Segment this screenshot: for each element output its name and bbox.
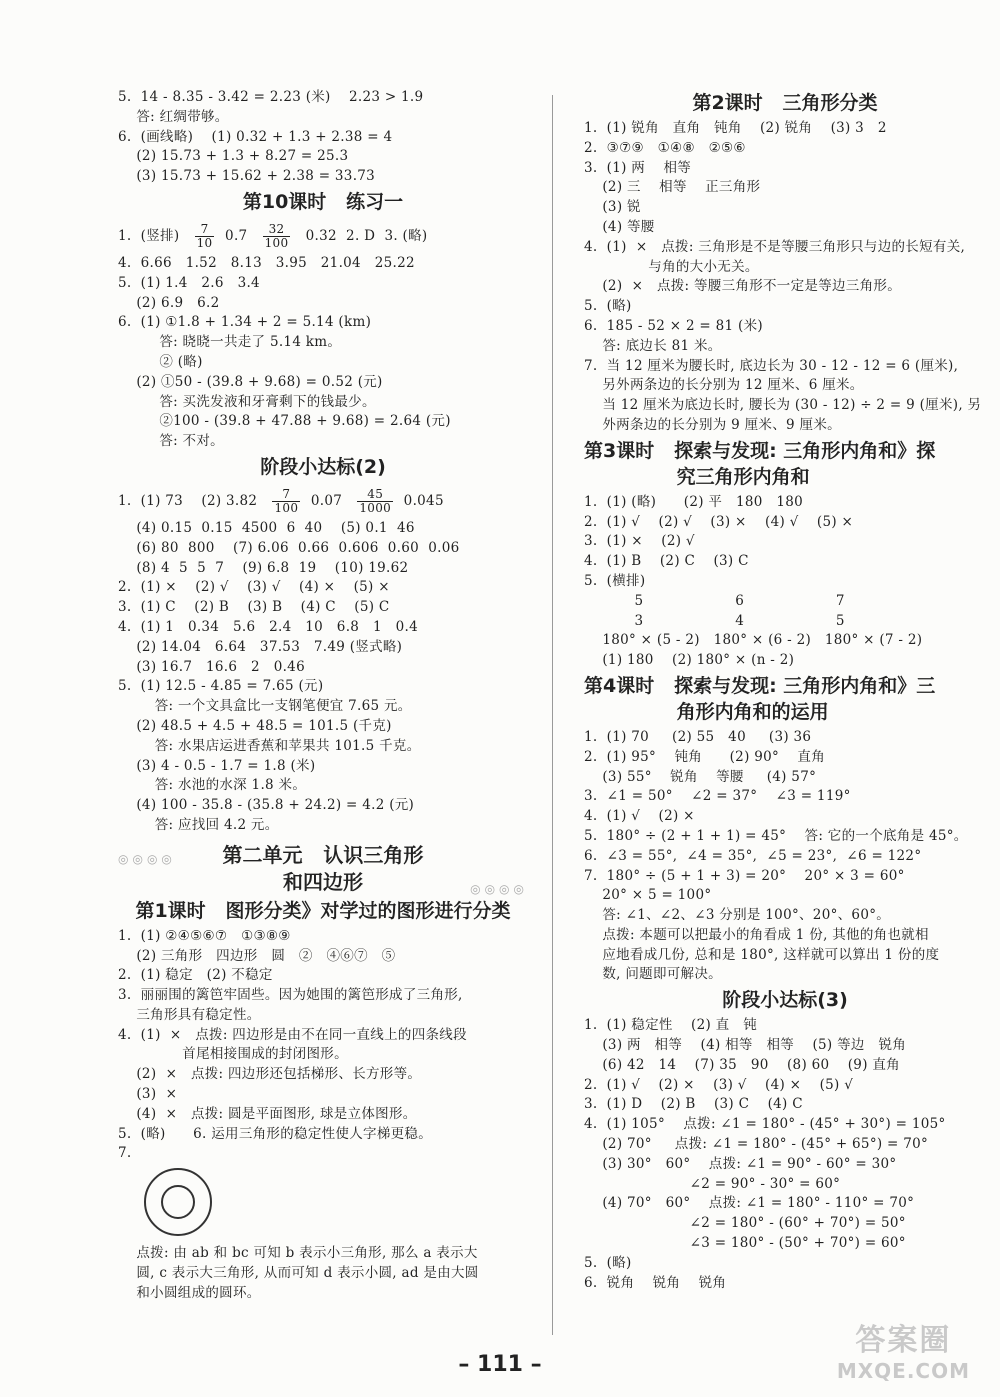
answer-line: 答: 红绸带够。: [118, 108, 229, 125]
answer-line: ②100 - (39.8 + 47.88 + 9.68) = 2.64 (元): [118, 413, 451, 430]
answer-line: ∠2 = 180° - (60° + 70°) = 50°: [584, 1215, 906, 1232]
section-heading: 第1课时 图形分类》对学过的图形进行分类: [135, 899, 511, 922]
answer-line: 答: 买洗发液和牙膏剩下的钱最少。: [118, 393, 376, 410]
answer-line: 答: 一个文具盒比一支钢笔便宜 7.65 元。: [118, 698, 412, 715]
answer-line: (3) 30° 60° 点拨: ∠1 = 90° - 60° = 30°: [584, 1155, 897, 1172]
answer-line: 3 4 5: [584, 612, 845, 629]
answer-line: (2) 15.73 + 1.3 + 8.27 = 25.3: [118, 148, 349, 165]
answer-line: 6. 锐角 锐角 锐角: [584, 1274, 727, 1291]
section-heading: 阶段小达标(2): [260, 455, 386, 478]
answer-line: 6. ∠3 = 55°, ∠4 = 35°, ∠5 = 23°, ∠6 = 122°: [584, 847, 922, 864]
answer-line-with-fractions: [118, 483, 528, 519]
answer-line: (4) 等腰: [584, 218, 655, 235]
answer-line: (3) 两 相等 (4) 相等 相等 (5) 等边 锐角: [584, 1037, 907, 1054]
answer-line: 2. (1) 95° 钝角 (2) 90° 直角: [584, 748, 826, 765]
answer-line: 1. (1) ②④⑤⑥⑦ ①③⑧⑨: [118, 927, 291, 944]
answer-line: 5. (横排): [584, 572, 646, 589]
answer-line: 2. (1) √ (2) √ (3) × (4) √ (5) ×: [584, 513, 854, 530]
fraction: [357, 488, 393, 515]
answer-line: 外两条边的长分别为 9 厘米、9 厘米。: [584, 416, 841, 433]
answer-line: (4) 70° 60° 点拨: ∠1 = 180° - 110° = 70°: [584, 1195, 915, 1212]
answer-line: (3) 锐: [584, 199, 641, 216]
answer-line: 2. (1) √ (2) × (3) √ (4) × (5) √: [584, 1076, 854, 1093]
answer-line: 1. (1) (略) (2) 平 180 180: [584, 493, 804, 510]
concentric-circles-figure: [144, 1168, 214, 1238]
answer-line: 三角形具有稳定性。: [118, 1006, 261, 1023]
answer-line: 7. 当 12 厘米为腰长时, 底边长为 30 - 12 - 12 = 6 (厘米),: [584, 357, 959, 374]
answer-line: 5. (1) 1.4 2.6 3.4: [118, 274, 260, 291]
answer-line: (2) 三 相等 正三角形: [584, 179, 761, 196]
answer-line: 3. (1) × (2) √: [584, 533, 695, 550]
answer-line: 6. (1) ①1.8 + 1.34 + 2 = 5.14 (km): [118, 314, 372, 331]
section-heading: 第10课时 练习一: [242, 190, 404, 213]
answer-line: 1. (1) 锐角 直角 钝角 (2) 锐角 (3) 3 2: [584, 120, 887, 136]
answer-line: (8) 4 5 5 7 (9) 6.8 19 (10) 19.62: [118, 559, 409, 576]
watermark-logo: [837, 1315, 970, 1383]
answer-line: 另外两条边的长分别为 12 厘米、6 厘米。: [584, 377, 864, 394]
answer-line: 3. (1) 两 相等: [584, 159, 692, 176]
answer-line: 6. (画线略) (1) 0.32 + 1.3 + 2.38 = 4: [118, 128, 393, 145]
answer-line-with-fractions: [118, 218, 528, 254]
denominator: 100: [274, 500, 299, 515]
answer-line: (2) 三角形 四边形 圆 ② ④⑥⑦ ⑤: [118, 947, 396, 964]
answer-line: 答: ∠1、∠2、∠3 分别是 100°、20°、60°。: [584, 907, 891, 924]
answer-line: 答: 水果店运进香蕉和苹果共 101.5 千克。: [118, 737, 421, 754]
answer-line: (2) 70° 点拨: ∠1 = 180° - (45° + 65°) = 70°: [584, 1136, 929, 1153]
denominator: 10: [196, 235, 213, 250]
text-segment: 0.32 2. D 3. (略): [296, 227, 428, 244]
numerator: 32: [263, 223, 291, 237]
column-divider: [552, 95, 553, 1335]
text-segment: 1. (竖排): [118, 227, 189, 244]
answer-line: 5. (略): [584, 298, 632, 315]
answer-line: 3. 丽丽围的篱笆牢固些。因为她围的篱笆形成了三角形,: [118, 987, 463, 1004]
answer-line: 数, 问题即可解决。: [584, 966, 722, 983]
watermark-url: MXQE.COM: [836, 1359, 970, 1383]
answer-line: (1) 180 (2) 180° × (n - 2): [584, 652, 795, 669]
answer-line: 答: 应找回 4.2 元。: [118, 816, 279, 833]
answer-line: (2) 48.5 + 4.5 + 48.5 = 101.5 (千克): [118, 717, 392, 734]
answer-line: 应地看成几份, 总和是 180°, 这样就可以算出 1 份的度: [584, 946, 940, 963]
text-segment: 0.7: [220, 227, 257, 244]
answer-line: 4. (1) 105° 点拨: ∠1 = 180° - (45° + 30°) = 105°: [584, 1116, 946, 1133]
unit-title: [118, 842, 528, 896]
answer-line: 5. 14 - 8.35 - 3.42 = 2.23 (米) 2.23 > 1.9: [118, 89, 424, 105]
answer-line: ∠2 = 90° - 30° = 60°: [584, 1175, 841, 1192]
answer-line: 2. ③⑦⑨ ①④⑧ ②⑤⑥: [584, 139, 746, 156]
text-segment: 1. (1) 73 (2) 3.82: [118, 492, 267, 509]
left-column: [118, 88, 528, 1304]
answer-line: 2. (1) × (2) √ (3) √ (4) × (5) ×: [118, 579, 390, 596]
answer-line: 180° × (5 - 2) 180° × (6 - 2) 180° × (7 - 2): [584, 632, 923, 649]
answer-line: (4) 100 - 35.8 - (35.8 + 24.2) = 4.2 (元): [118, 797, 415, 814]
denominator: 1000: [359, 500, 392, 515]
text-segment: 0.045: [399, 492, 444, 509]
answer-line: 答: 底边长 81 米。: [584, 337, 722, 354]
right-column: [584, 88, 986, 1293]
answer-line: (3) 15.73 + 15.62 + 2.38 = 33.73: [118, 168, 376, 185]
answer-line: 20° × 5 = 100°: [584, 887, 712, 904]
answer-line: 5. (略): [584, 1254, 632, 1271]
answer-line: (6) 42 14 (7) 35 90 (8) 60 (9) 直角: [584, 1056, 900, 1073]
watermark-text: 答案圈: [855, 1323, 952, 1358]
decorative-dots-icon: ◎◎◎◎: [470, 881, 528, 896]
fraction: [195, 223, 215, 250]
answer-line: 3. (1) C (2) B (3) B (4) C (5) C: [118, 599, 390, 616]
unit-title-line: 第二单元 认识三角形: [222, 842, 424, 867]
answer-line: 4. (1) × 点拨: 三角形是不是等腰三角形只与边的长短有关,: [584, 238, 966, 255]
answer-line: 点拨: 本题可以把最小的角看成 1 份, 其他的角也就相: [584, 926, 929, 943]
answer-line: (2) 6.9 6.2: [118, 294, 220, 311]
answer-line: 答: 晓晓一共走了 5.14 km。: [118, 334, 342, 351]
text-segment: 0.07: [306, 492, 352, 509]
answer-line: 4. (1) √ (2) ×: [584, 808, 695, 825]
section-heading: 第4课时 探索与发现: 三角形内角和》三 角形内角和的运用: [584, 674, 936, 723]
answer-line: 5. 180° ÷ (2 + 1 + 1) = 45° 答: 它的一个底角是 45°。: [584, 827, 968, 844]
denominator: 100: [264, 235, 289, 250]
section-heading: 第3课时 探索与发现: 三角形内角和》探 究三角形内角和: [584, 439, 936, 488]
answer-line: 2. (1) 稳定 (2) 不稳定: [118, 967, 273, 984]
decorative-dots-icon: ◎◎◎◎: [118, 851, 176, 866]
section-heading: 第2课时 三角形分类: [692, 92, 878, 114]
answer-line: 5 6 7: [584, 592, 845, 609]
fraction: [263, 223, 291, 250]
answer-line: 当 12 厘米为底边长时, 腰长为 (30 - 12) ÷ 2 = 9 (厘米), 另: [584, 397, 982, 414]
answer-line: 1. (1) 70 (2) 55 40 (3) 36: [584, 728, 812, 745]
answer-line: 6. 185 - 52 × 2 = 81 (米): [584, 317, 763, 334]
answer-line: 4. 6.66 1.52 8.13 3.95 21.04 25.22: [118, 254, 415, 271]
answer-line: (4) × 点拨: 圆是平面图形, 球是立体图形。: [118, 1105, 417, 1122]
answer-line: (2) × 点拨: 四边形还包括梯形、长方形等。: [118, 1066, 422, 1083]
answer-line: 5. (略) 6. 运用三角形的稳定性使人字梯更稳。: [118, 1125, 433, 1142]
answer-line: ② (略): [118, 353, 203, 370]
answer-line: 4. (1) 1 0.34 5.6 2.4 10 6.8 1 0.4: [118, 618, 418, 635]
answer-line: ∠3 = 180° - (50° + 70°) = 60°: [584, 1235, 906, 1252]
answer-line: 7.: [118, 1145, 132, 1162]
answer-line: 3. (1) D (2) B (3) C (4) C: [584, 1096, 803, 1113]
answer-line: (3) ×: [118, 1086, 178, 1103]
answer-line: 点拨: 由 ab 和 bc 可知 b 表示小三角形, 那么 a 表示大: [118, 1245, 478, 1262]
answer-line: 首尾相接围成的封闭图形。: [118, 1046, 348, 1063]
answer-line: 4. (1) × 点拨: 四边形是由不在同一直线上的四条线段: [118, 1026, 467, 1043]
answer-line: 1. (1) 稳定性 (2) 直 钝: [584, 1017, 758, 1034]
answer-line: 答: 不对。: [118, 433, 224, 450]
unit-title-line: 和四边形: [283, 869, 363, 894]
answer-line: (3) 4 - 0.5 - 1.7 = 1.8 (米): [118, 757, 316, 774]
answer-line: (2) × 点拨: 等腰三角形不一定是等边三角形。: [584, 278, 901, 295]
answer-line: 4. (1) B (2) C (3) C: [584, 553, 749, 570]
page-number: – 111 –: [458, 1352, 542, 1377]
answer-line: (2) 14.04 6.64 37.53 7.49 (竖式略): [118, 638, 403, 655]
answer-line: (2) ①50 - (39.8 + 9.68) = 0.52 (元): [118, 373, 383, 390]
answer-line: 与角的大小无关。: [584, 258, 759, 275]
answer-line: 7. 180° ÷ (5 + 1 + 3) = 20° 20° × 3 = 60°: [584, 867, 905, 884]
numerator: 7: [272, 488, 300, 502]
answer-line: 3. ∠1 = 50° ∠2 = 37° ∠3 = 119°: [584, 788, 851, 805]
answer-line: 答: 水池的水深 1.8 米。: [118, 777, 307, 794]
answer-line: (3) 55° 锐角 等腰 (4) 57°: [584, 768, 817, 785]
answer-line: 和小圆组成的圆环。: [118, 1284, 261, 1301]
fraction: [272, 488, 300, 515]
answer-line: 5. (1) 12.5 - 4.85 = 7.65 (元): [118, 678, 324, 695]
answer-line: 圆, c 表示大三角形, 从而可知 d 表示小圆, ad 是由大圆: [118, 1265, 479, 1282]
numerator: 45: [357, 488, 393, 502]
answer-line: (4) 0.15 0.15 4500 6 40 (5) 0.1 46: [118, 519, 415, 536]
numerator: 7: [195, 223, 215, 237]
answer-line: (6) 80 800 (7) 6.06 0.66 0.606 0.60 0.06: [118, 539, 460, 556]
answer-line: (3) 16.7 16.6 2 0.46: [118, 658, 305, 675]
section-heading: 阶段小达标(3): [722, 989, 848, 1012]
